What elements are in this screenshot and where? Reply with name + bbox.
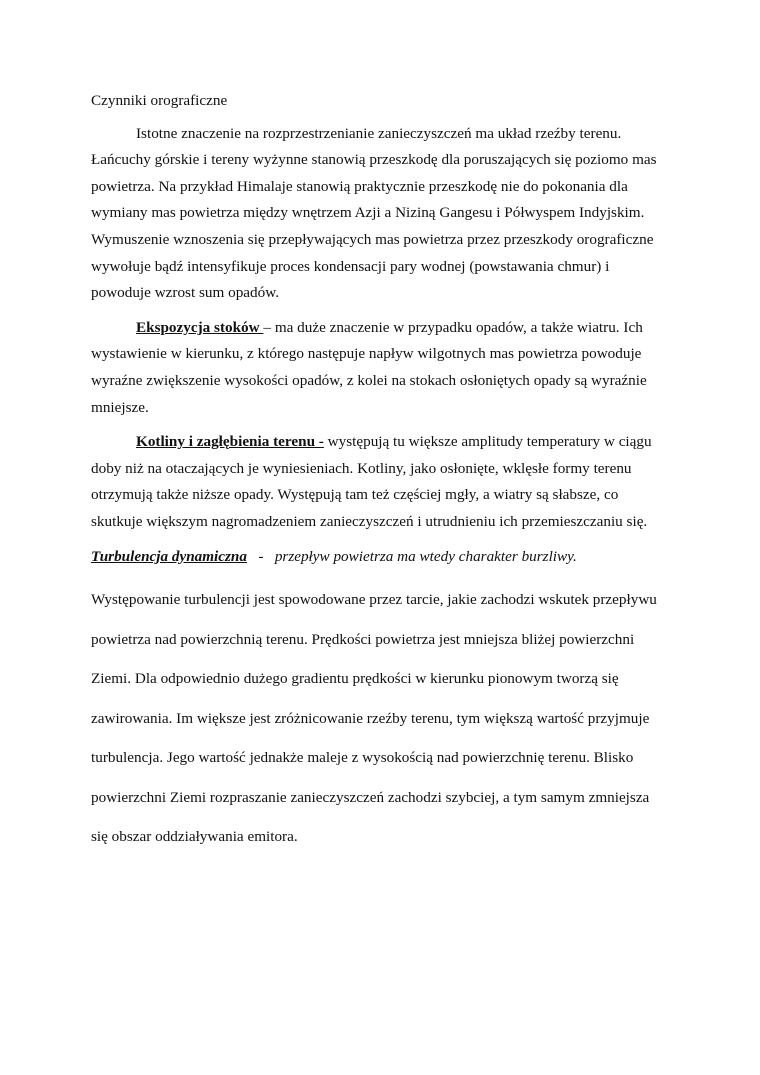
- term-basins: Kotliny i zagłębienia terenu -: [136, 433, 324, 451]
- turbulence-separator: -: [246, 547, 275, 565]
- page-title: Czynniki orograficzne: [91, 92, 228, 109]
- slope-exposure-text: – ma duże znaczenie w przypadku opadów, a także wiatru. Ich wystawienie w kierunku, z którego następuje napływ wilgotnych mas powietrza powoduje wyraźne zwiększenie wysokości opadów, z kolei na stokach osłoniętych opady są wyraźnie mniejsze.: [91, 318, 647, 416]
- document-content: [91, 88, 666, 857]
- term-dynamic-turbulence: Turbulencja dynamiczna: [91, 547, 247, 565]
- paragraph-basins: [91, 429, 666, 535]
- turbulence-subtitle: przepływ powietrza ma wtedy charakter burzliwy.: [274, 547, 577, 565]
- turbulence-heading: [91, 544, 666, 571]
- paragraph-turbulence: Występowanie turbulencji jest spowodowane przez tarcie, jakie zachodzi wskutek przepływu powietrza nad powierzchnią terenu. Prędkości powietrza jest mniejsza bliżej powierzchni Ziemi. Dla odpowiednio dużego gradientu prędkości w kierunku pionowym tworzą się zawirowania. Im większe jest zróżnicowanie rzeźby terenu, tym większą wartość przyjmuje turbulencja. Jego wartość jednakże maleje z wysokością nad powierzchnię terenu. Blisko powierzchni Ziemi rozpraszanie zanieczyszczeń zachodzi szybciej, a tym samym zmniejsza się obszar oddziaływania emitora.: [91, 591, 657, 846]
- term-slope-exposure: Ekspozycja stoków: [136, 318, 264, 336]
- paragraph-slope-exposure: [91, 315, 666, 421]
- paragraph-orographic-factors: Istotne znaczenie na rozprzestrzenianie zanieczyszczeń ma układ rzeźby terenu. Łańcuchy górskie i tereny wyżynne stanowią przeszkodę dla poruszających się poziomo mas powietrza. Na przykład Himalaje stanowią praktycznie przeszkodę nie do pokonania dla wymiany mas powietrza między wnętrzem Azji a Niziną Gangesu i Półwyspem Indyjskim. Wymuszenie wznoszenia się przepływających mas powietrza przez przeszkody orograficzne wywołuje bądź intensyfikuje proces kondensacji pary wodnej (powstawania chmur) i powoduje wzrost sum opadów.: [91, 124, 657, 302]
- basins-text: występują tu większe amplitudy temperatury w ciągu doby niż na otaczających je wyniesieniach. Kotliny, jako osłonięte, wklęsłe formy terenu otrzymują także niższe opady. Występują tam też częściej mgły, a wiatry są słabsze, co skutkuje większym nagromadzeniem zanieczyszczeń i utrudnieniu ich przemieszczaniu się.: [91, 433, 652, 530]
